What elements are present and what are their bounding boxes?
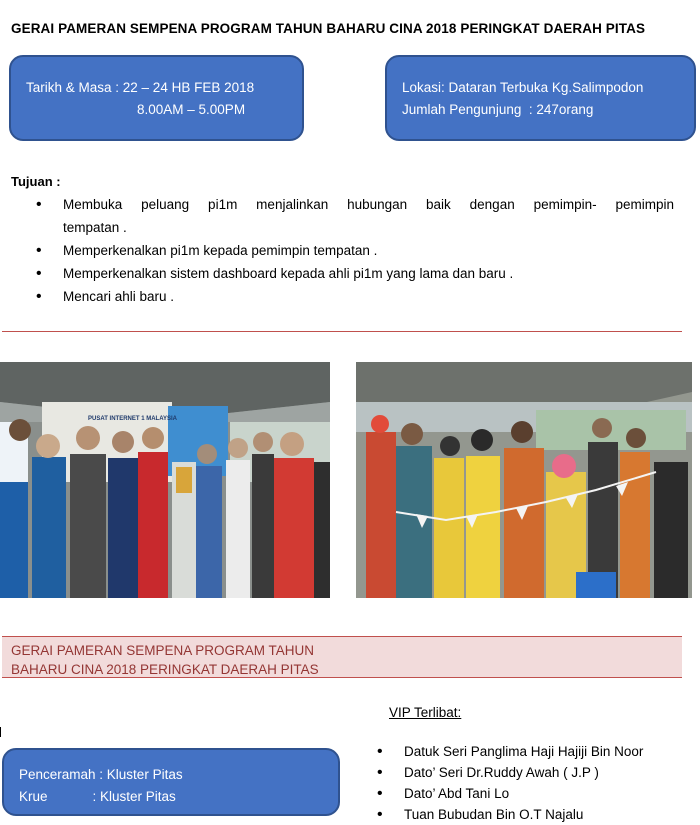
event-photo-right: [356, 362, 692, 598]
banner-text: PUSAT INTERNET 1 MALAYSIA: [88, 416, 178, 422]
margin-mark: [0, 727, 1, 737]
vip-item: • Dato’ Seri Dr.Ruddy Awah ( J.P ): [377, 762, 643, 783]
photo-caption: [2, 636, 682, 678]
objectives-list: [36, 193, 674, 308]
event-photo-left: [0, 362, 330, 598]
vip-list: [377, 741, 643, 825]
event-photo-left-image: [0, 362, 330, 598]
time-line: 8.00AM – 5.00PM: [137, 102, 246, 117]
vip-heading: VIP Terlibat:: [389, 705, 462, 720]
crew-line: Krue : Kluster Pitas: [19, 789, 176, 804]
objective-item: [36, 193, 674, 239]
location-box: [385, 55, 696, 141]
caption-line-2: BAHARU CINA 2018 PERINGKAT DAERAH PITAS: [11, 662, 319, 677]
visitors-line: Jumlah Pengunjung : 247orang: [402, 102, 594, 117]
speaker-line: Penceramah : Kluster Pitas: [19, 767, 183, 782]
event-photo-right-image: [356, 362, 692, 598]
objective-text-cont: tempatan .: [63, 220, 127, 235]
caption-line-1: GERAI PAMERAN SEMPENA PROGRAM TAHUN: [11, 643, 315, 658]
vip-item: • Dato’ Abd Tani Lo: [377, 783, 643, 804]
objective-item: • Memperkenalkan sistem dashboard kepada ahli pi1m yang lama dan baru .: [36, 262, 674, 285]
location-line: Lokasi: Dataran Terbuka Kg.Salimpodon: [402, 80, 644, 95]
objective-item: • Memperkenalkan pi1m kepada pemimpin tempatan .: [36, 239, 674, 262]
speakers-box: [2, 748, 340, 816]
vip-item: • Tuan Bubudan Bin O.T Najalu: [377, 804, 643, 825]
objective-item: • Mencari ahli baru .: [36, 285, 674, 308]
date-time-box: [9, 55, 304, 141]
objectives-heading: Tujuan :: [11, 174, 61, 189]
date-line: Tarikh & Masa : 22 – 24 HB FEB 2018: [26, 80, 255, 95]
objective-text: • Membuka peluang pi1m menjalinkan hubungan baik dengan pemimpin- pemimpin: [63, 197, 674, 212]
divider: [2, 331, 682, 332]
vip-item: • Datuk Seri Panglima Haji Hajiji Bin Noor: [377, 741, 643, 762]
page-title: GERAI PAMERAN SEMPENA PROGRAM TAHUN BAHARU CINA 2018 PERINGKAT DAERAH PITAS: [11, 21, 646, 36]
